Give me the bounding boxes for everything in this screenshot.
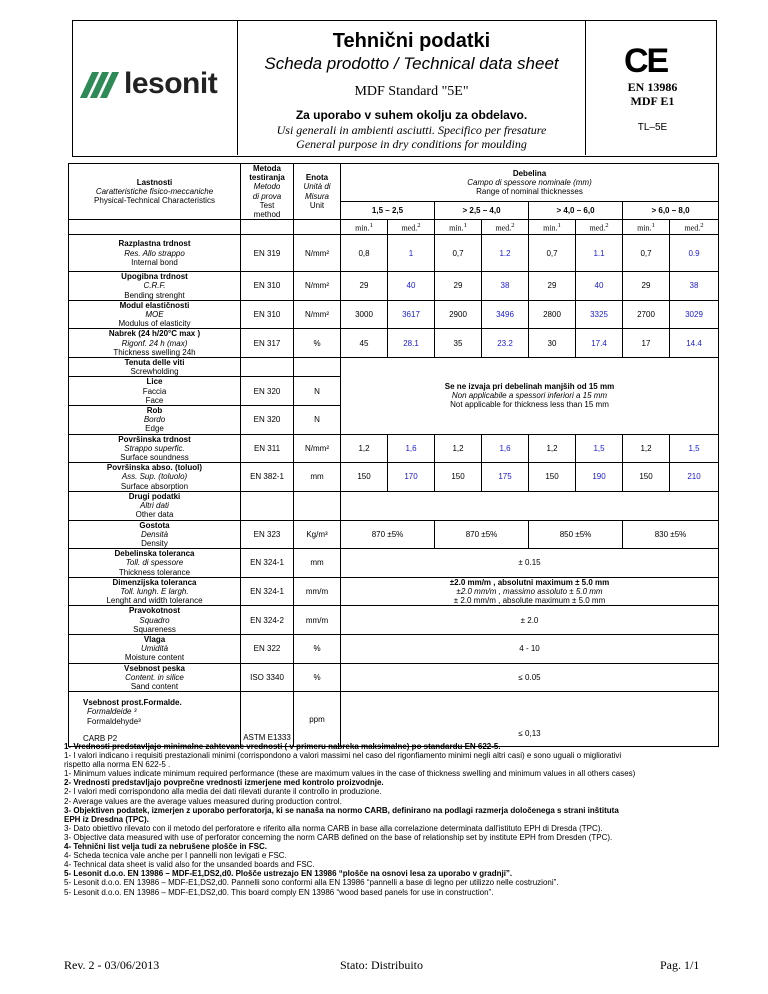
table-row [69,634,719,663]
header-method: Metoda testiranja Metodo di prova Test method [241,164,294,220]
table-row [69,606,719,635]
table-cell: mm/m [294,606,341,635]
table-cell: Površinska trdnost Strappo superfic. Surface soundness [69,434,241,463]
table-cell: EN 324-2 [241,606,294,635]
spec-table [68,163,719,747]
usage-si: Za uporabo v suhem okolju za obdelavo. [295,108,528,122]
min-label: min.$^1$ [623,220,670,235]
table-cell [241,220,294,235]
table-cell: 150 [623,463,670,492]
table-cell: 170 [388,463,435,492]
table-cell [241,358,294,377]
class-label: MDF E1 [630,94,675,108]
table-cell: EN 311 [241,434,294,463]
footnote-line: 1- Vrednosti predstavljajo minimalne zahtevane vrednosti ( v primeru nabreka maksimalne) po standardu EN 622-5. [64,742,501,751]
table-row [69,663,719,692]
screw-note: Se ne izvaja pri debelinah manjših od 15 mm Non applicabile a spessori inferiori a 15 mm Not applicable for thickness less than 15 mm [341,358,719,435]
table-row [69,434,719,463]
table-cell: 2900 [435,300,482,329]
table-cell: % [294,634,341,663]
range-3: > 4,0 – 6,0 [529,201,623,219]
table-cell: EN 310 [241,272,294,301]
table-row [69,692,719,747]
table-cell: Pravokotnost Squadro Squareness [69,606,241,635]
logo-mark-icon [80,68,120,100]
table-cell: 3000 [341,300,388,329]
ce-mark-icon: CE [624,42,668,80]
table-cell: 3496 [482,300,529,329]
footnote-line: 2- Vrednosti predstavljajo povprečne vrednosti izmerjene med kontrolo proizvodnje. [64,778,384,788]
table-cell: mm [294,463,341,492]
table-cell [69,220,241,235]
table-cell: EN 382-1 [241,463,294,492]
footnote-line: 5- Lesonit d.o.o. EN 13986 – MDF-E1,DS2,d0. This board comply EN 13986 “wood based panels for use in construction”. [64,887,494,897]
table-cell: EN 310 [241,300,294,329]
header-thickness: Debelina Campo di spessore nominale (mm) Range of nominal thicknesses [341,164,719,202]
table-cell: 3029 [670,300,719,329]
table-cell: EN 320 [241,406,294,435]
table-row [69,520,719,549]
table-row [69,235,719,272]
table-cell: 29 [623,272,670,301]
table-cell: N [294,406,341,435]
page-number: Pag. 1/1 [660,958,700,972]
table-cell: Tenuta delle viti Screwholding [69,358,241,377]
table-cell: Dimenzijska toleranca Toll. lungh. E largh. Lenght and width tolerance [69,577,241,606]
table-cell: ± 2.0 [341,606,719,635]
table-cell: 1,2 [435,434,482,463]
med-label: med.$^2$ [482,220,529,235]
table-cell: ± 0.15 [341,549,719,578]
table-cell: Rob Bordo Edge [69,406,241,435]
table-cell: 0.9 [670,235,719,272]
table-cell: ISO 3340 [241,663,294,692]
table-cell: 29 [529,272,576,301]
table-row [69,491,719,520]
table-cell [241,491,294,520]
table-cell: 17 [623,329,670,358]
footnote-line: 2- Average values are the average values measured during production control. [64,796,342,806]
logo-text: lesonit [124,67,218,100]
table-cell: 850 ±5% [529,520,623,549]
table-cell: EN 322 [241,634,294,663]
table-cell: EN 317 [241,329,294,358]
table-cell: 0,7 [529,235,576,272]
footnote-line: 2- I valori medi corrispondono alla media dei dati rilevati durante il controllo in produzione. [64,787,382,797]
table-cell: 29 [435,272,482,301]
table-row [69,463,719,492]
table-cell: N/mm² [294,434,341,463]
table-cell: mm/m [294,577,341,606]
table-cell: 38 [670,272,719,301]
med-label: med.$^2$ [388,220,435,235]
table-cell: 1.2 [482,235,529,272]
table-cell: ≤ 0,13 [341,692,719,747]
table-cell: 35 [435,329,482,358]
footnote-line: 4- Scheda tecnica vale anche per I pannelli non levigati e FSC. [64,851,287,861]
table-cell: 40 [388,272,435,301]
table-cell: 1 [388,235,435,272]
table-cell: 175 [482,463,529,492]
table-cell: Modul elastičnosti MOE Modulus of elasticity [69,300,241,329]
table-cell: 23.2 [482,329,529,358]
table-cell: EN 320 [241,377,294,406]
table-cell: N/mm² [294,300,341,329]
table-cell: 4 - 10 [341,634,719,663]
min-label: min.$^1$ [435,220,482,235]
min-label: min.$^1$ [529,220,576,235]
table-cell: 870 ±5% [435,520,529,549]
table-cell: Razplastna trdnost Res. Allo strappo Internal bond [69,235,241,272]
table-cell: Kg/m³ [294,520,341,549]
table-cell: 150 [435,463,482,492]
table-cell: 1,6 [482,434,529,463]
table-cell: 1.1 [576,235,623,272]
table-cell: N/mm² [294,235,341,272]
table-cell: 0,8 [341,235,388,272]
table-cell: EN 324-1 [241,549,294,578]
table-cell: EN 323 [241,520,294,549]
table-cell: 0,7 [623,235,670,272]
table-cell: 830 ±5% [623,520,719,549]
table-cell: Debelinska toleranca Toll. di spessore Thickness tolerance [69,549,241,578]
range-2: > 2,5 – 4,0 [435,201,529,219]
table-cell: 30 [529,329,576,358]
table-cell [294,220,341,235]
footnote-line: 3- Objective data measured with use of perforator concerning the norm CARB defined on the base of relationship set by institute EPH from Dresden (TPC). [64,832,613,842]
table-cell: 45 [341,329,388,358]
table-cell: 1,2 [341,434,388,463]
footnotes [64,742,724,897]
table-row [69,272,719,301]
status-label: Stato: Distribuito [340,958,424,972]
table-cell: 1,6 [388,434,435,463]
table-cell: ASTM E1333 [241,692,294,747]
table-cell: 150 [529,463,576,492]
table-cell: ≤ 0.05 [341,663,719,692]
table-cell [341,491,719,520]
min-label: min.$^1$ [341,220,388,235]
table-cell: Drugi podatki Altri dati Other data [69,491,241,520]
footnote-line: EPH iz Dresdna (TPC). [64,814,149,824]
footnote-line: 3- Objektiven podatek, izmerjen z uporabo perforatorja, ki se nanaša na normo CARB, definirano na podlagi razmerja določenega s strani inštituta [64,805,619,815]
header-properties: Lastnosti Caratteristiche fisico-meccaniche Physical-Technical Characteristics [69,164,241,220]
table-cell: 29 [341,272,388,301]
table-row [69,577,719,606]
table-cell: % [294,663,341,692]
table-cell: 150 [341,463,388,492]
footnote-line: 4- Technical data sheet is valid also for the unsanded boards and FSC. [64,860,315,870]
table-cell: mm [294,549,341,578]
range-4: > 6,0 – 8,0 [623,201,719,219]
table-cell [294,491,341,520]
table-cell: EN 319 [241,235,294,272]
footnote-line: 5- Lesonit d.o.o. EN 13986 – MDF-E1,DS2,d0. Plošče ustrezajo EN 13986 “plošče na osnovi lesa za uporabo v gradnji”. [64,869,513,879]
table-row [69,300,719,329]
table-cell: Nabrek (24 h/20°C max ) Rigonf. 24 h (max) Thickness swelling 24h [69,329,241,358]
table-cell: ±2.0 mm/m , absolutni maximum ± 5.0 mm ±2.0 mm/m , massimo assoluto ± 5.0 mm ± 2.0 mm/m , absolute maximum ± 5.0 mm [341,577,719,606]
range-1: 1,5 – 2,5 [341,201,435,219]
table-cell: 1,2 [529,434,576,463]
table-cell: 1,5 [670,434,719,463]
table-cell: 2800 [529,300,576,329]
usage-it: Usi generali in ambienti asciutti. Specifico per fresature [276,123,547,137]
table-cell: 3325 [576,300,623,329]
standard-label: EN 13986 [627,80,678,94]
table-cell: 38 [482,272,529,301]
table-cell: Lice Faccia Face [69,377,241,406]
table-cell: 870 ±5% [341,520,435,549]
table-cell: 17.4 [576,329,623,358]
table-cell: 3617 [388,300,435,329]
med-label: med.$^2$ [670,220,719,235]
table-cell: 40 [576,272,623,301]
table-cell: 2700 [623,300,670,329]
table-cell: EN 324-1 [241,577,294,606]
table-cell: % [294,329,341,358]
document-subtitle: Scheda prodotto / Technical data sheet [264,54,559,73]
table-cell: 28.1 [388,329,435,358]
product-name: MDF Standard "5E" [354,84,469,99]
table-row [69,329,719,358]
company-logo [80,62,230,106]
document-title: Tehnični podatki [332,30,491,52]
table-cell: Gostota Densità Density [69,520,241,549]
header-unit: Enota Unità di Misura Unit [294,164,341,220]
table-cell: ppm [294,692,341,747]
table-cell: 1,5 [576,434,623,463]
revision-label: Rev. 2 - 03/06/2013 [64,958,160,972]
footnote-line: 1- Minimum values indicate minimum required performance (these are maximum values in the case of thickness swelling and minimum values in all others cases) [64,769,636,779]
footnote-line: 1- I valori indicano i requisiti prestazionali minimi (corrispondono a valori massimi nel caso del rigonfiamento minimi negli altri casi) e sono uguali o migliorativi [64,751,622,761]
table-cell [294,358,341,377]
table-cell: 0,7 [435,235,482,272]
footnote-line: rispetto alla norma EN 622-5 . [64,760,171,770]
table-row [69,358,719,377]
table-cell: N [294,377,341,406]
table-cell: 14.4 [670,329,719,358]
usage-en: General purpose in dry conditions for moulding [296,137,527,151]
med-label: med.$^2$ [576,220,623,235]
table-cell: Vlaga Umidità Moisture content [69,634,241,663]
table-cell: 210 [670,463,719,492]
table-cell: Vsebnost peska Content. in silice Sand content [69,663,241,692]
footnote-line: 5- Lesonit d.o.o. EN 13986 – MDF-E1,DS2,d0. Pannelli sono conformi alla EN 13986 “pannelli a base di legno per utilizzo nelle costruzioni”. [64,878,559,888]
table-cell: Vsebnost prost.Formalde. Formaldeide ³ Formaldehyde³ CARB P2 [69,692,241,747]
table-cell: Površinska abso. (toluol) Ass. Sup. (toluolo) Surface absorption [69,463,241,492]
table-row [69,549,719,578]
table-cell: N/mm² [294,272,341,301]
footnote-line: 4- Tehnični list velja tudi za nebrušene plošče in FSC. [64,842,268,852]
usage-it-en [238,123,585,151]
table-cell: Upogibna trdnost C.R.F. Bending strenght [69,272,241,301]
table-cell: 190 [576,463,623,492]
footnote-line: 3- Dato obiettivo rilevato con il metodo del perforatore e riferito alla norma CARB in base alla correlazione determinata dall'istituto EPH di Dresda (TPC). [64,823,603,833]
doc-code: TL–5E [637,122,668,133]
table-cell: 1,2 [623,434,670,463]
